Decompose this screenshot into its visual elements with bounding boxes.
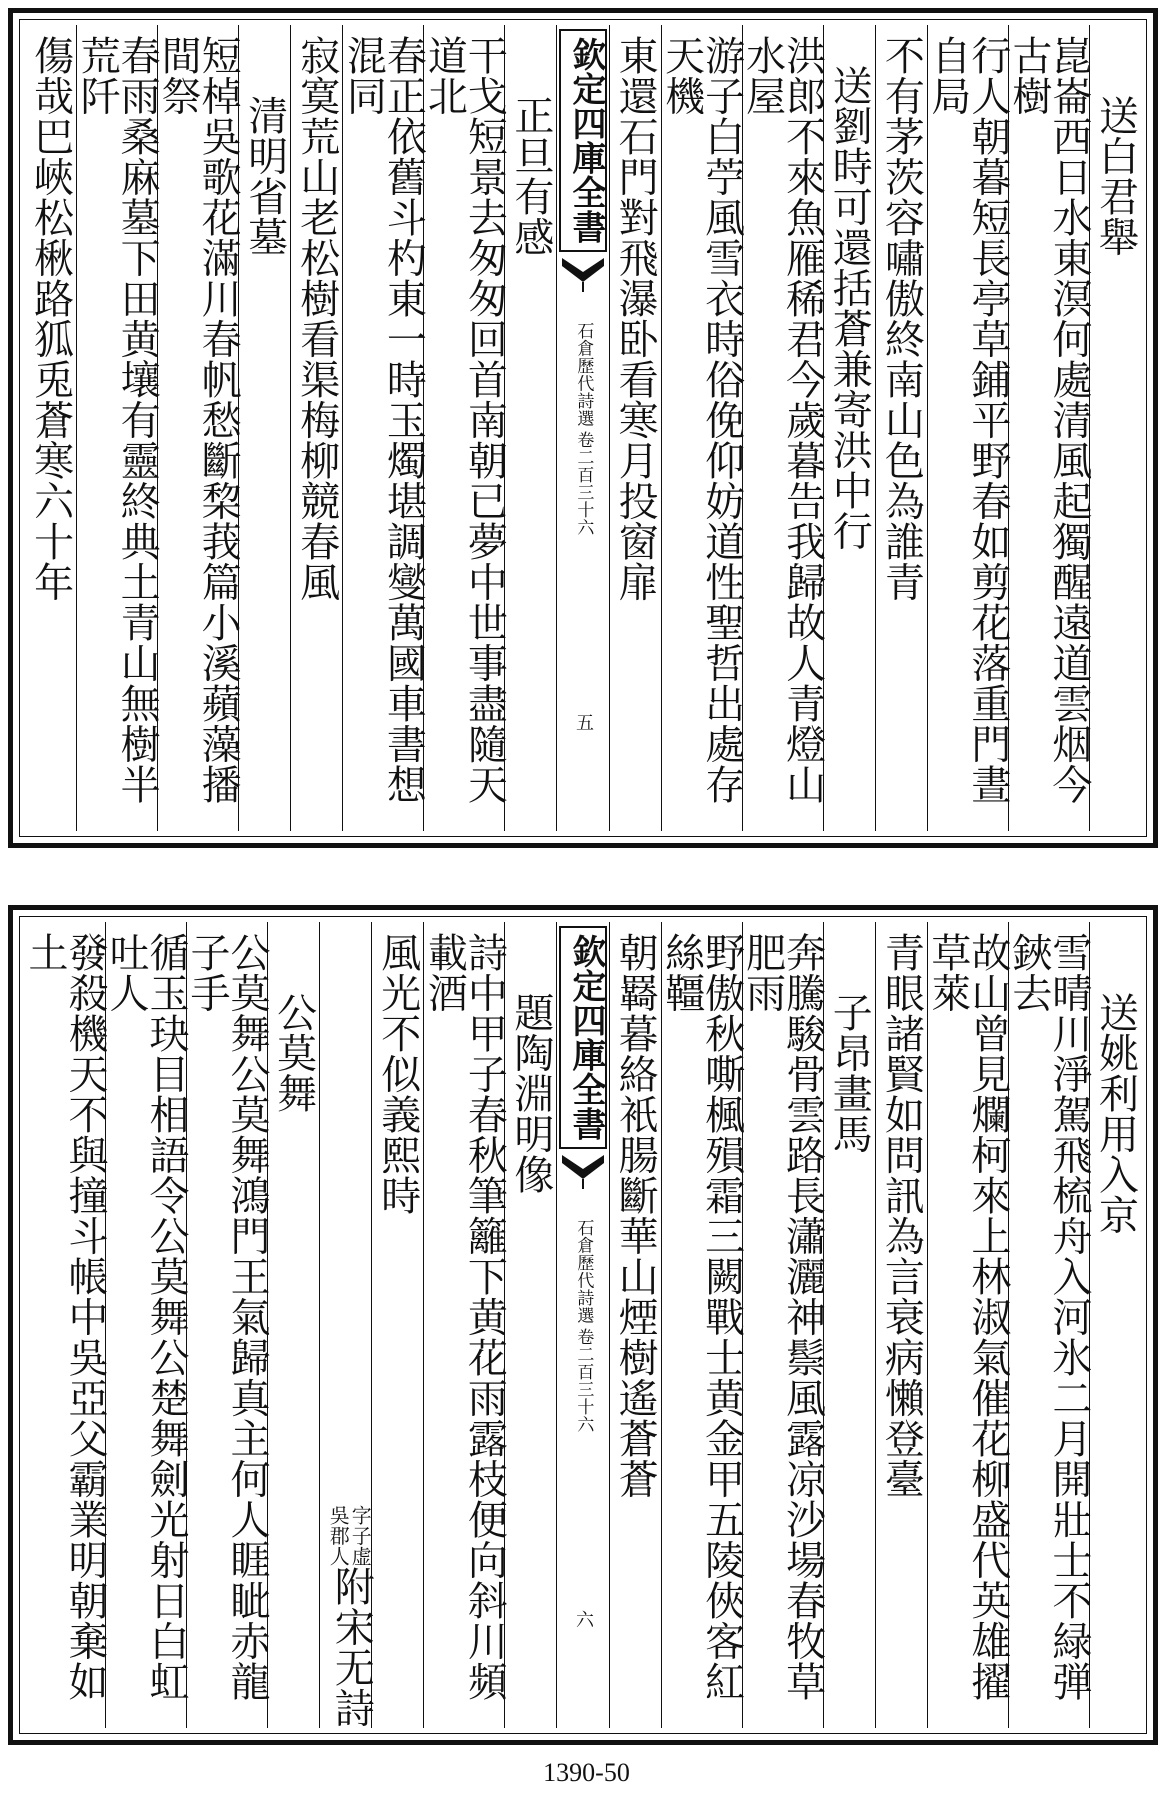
poem-line: 野傲秋嘶楓殞霜三闕戰士黄金甲五陵俠客紅絲韁 [661, 922, 742, 1728]
poem-line: 青眼諸賢如問訊為言衰病懶登臺 [875, 922, 927, 1728]
poem-title: 清明省墓 [238, 25, 290, 831]
poem-title: 正旦有感 [504, 25, 556, 831]
author-name: 附宋无詩 [328, 1566, 375, 1728]
spine-volume: 卷二百三十六 [573, 1328, 594, 1433]
fish-tail-mark-icon [560, 256, 606, 292]
poem-line: 春雨桑麻墓下田黄壤有靈終典土青山無樹半荒阡 [76, 25, 157, 831]
poem-line: 游子白苧風雪衣時俗俛仰妨道性聖哲出處存天機 [661, 25, 742, 831]
poem-line: 發殺機天不與撞斗帳中吳亞父霸業明朝棄如土 [22, 932, 109, 1702]
poem-line: 奔騰駿骨雲路長瀟灑神鬃風露凉沙場春牧草肥雨 [742, 922, 823, 1728]
poem-line: 風光不似義熙時 [371, 922, 423, 1728]
poem-line: 崑崙西日水東溟何處清風起獨醒遠道雲烟今古樹 [1008, 25, 1089, 831]
author-style-name: 字子虚 [348, 1504, 373, 1566]
author-attribution [319, 922, 375, 1728]
poem-line: 循玉玦目相語令公莫舞公楚舞劍光射日白虹吐人 [105, 922, 186, 1728]
spine-volume: 卷二百三十六 [573, 431, 594, 536]
poem-line: 行人朝暮短長亭草鋪平野春如剪花落重門晝自局 [927, 25, 1008, 831]
spine-page-number: 五 [573, 712, 594, 731]
poem-title: 送白君舉 [1089, 25, 1141, 831]
poem-line: 洪郎不來魚雁稀君今歲暮告我歸故人青燈山水屋 [742, 25, 823, 831]
poem-title: 公莫舞 [267, 922, 319, 1728]
poem-title: 送姚利用入京 [1089, 922, 1141, 1728]
center-spine [556, 922, 608, 1728]
poem-line: 詩中甲子春秋筆籬下黄花雨露枝便向斜川頻載酒 [423, 922, 504, 1728]
poem-line: 傷哉巴峽松楸路狐兎蒼寒六十年 [27, 35, 74, 602]
page-upper [8, 8, 1158, 848]
poem-title: 子昂畫馬 [823, 922, 875, 1728]
spine-collection: 石倉歷代詩選 [573, 1219, 594, 1324]
poem-title: 送劉時可還括蒼兼寄洪中行 [823, 25, 875, 831]
poem-line: 公莫舞公莫舞鴻門王氣歸真主何人睚眦赤龍子手 [186, 922, 267, 1728]
poem-line: 朝羇暮絡衹腸斷華山煙樹遙蒼蒼 [609, 922, 661, 1728]
poem-title: 題陶淵明像 [504, 922, 556, 1728]
page-footer-number: 1390-50 [543, 1758, 630, 1787]
spine-subtitle [574, 1219, 593, 1433]
poem-line: 東還石門對飛瀑卧看寒月投窗扉 [609, 25, 661, 831]
page-lower [8, 905, 1158, 1745]
spine-subtitle [574, 322, 593, 536]
spine-label: 欽定四庫全書 [559, 29, 607, 252]
poem-line: 干戈短景去匆匆回首南朝已夢中世事盡隨天道北 [423, 25, 504, 831]
fish-tail-mark-icon [560, 1153, 606, 1189]
spine-collection: 石倉歷代詩選 [573, 322, 594, 427]
poem-line: 春正依舊斗杓東一時玉燭堪調燮萬國車書想混同 [342, 25, 423, 831]
poem-line: 故山曾見爛柯來上林淑氣催花柳盛代英雄擢草萊 [927, 922, 1008, 1728]
columns-upper [25, 25, 1141, 831]
poem-line: 寂寞荒山老松樹看渠梅柳競春風 [290, 25, 342, 831]
spine-label: 欽定四庫全書 [559, 926, 607, 1149]
poem-line: 雪晴川淨駕飛梳舟入河氷二月開壯士不緑弾鋏去 [1008, 922, 1089, 1728]
poem-line: 短棹吳歌花滿川春帆愁斷棃莪篇小溪蘋藻播間祭 [157, 25, 238, 831]
author-origin: 吳郡人 [326, 1504, 351, 1566]
author-note [327, 1505, 371, 1567]
center-spine [556, 25, 608, 831]
columns-lower [22, 922, 1141, 1728]
spine-page-number: 六 [573, 1609, 594, 1628]
poem-line: 不有茅茨容嘯傲終南山色為誰青 [875, 25, 927, 831]
